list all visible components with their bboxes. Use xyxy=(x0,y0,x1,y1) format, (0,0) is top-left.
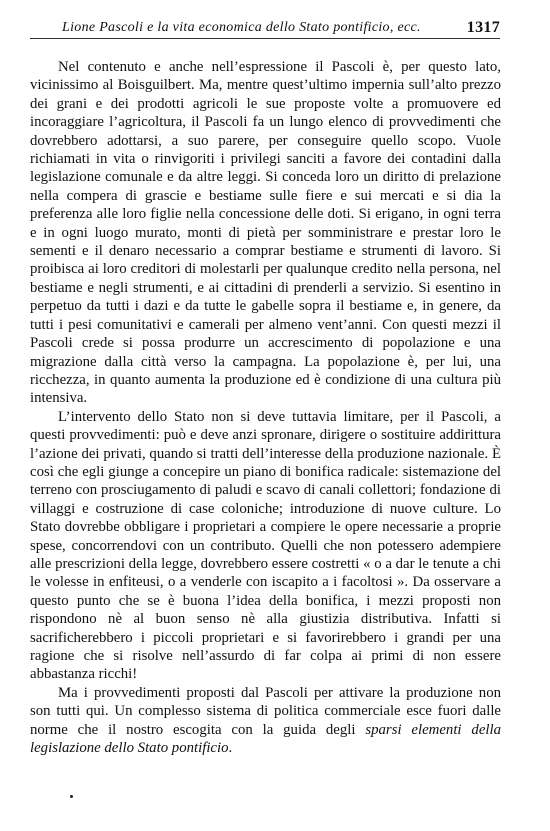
header-rule xyxy=(30,38,500,39)
paragraph-1: Nel contenuto e anche nell’espressione il Pascoli è, per questo lato, vicinissimo al Boisguilbert. Ma, mentre quest’ultimo impernia sull’alto prezzo dei grani e dei prodotti agricoli le sue proposte volte a promuovere ed incoraggiare l’agricoltura, il Pascoli fa un lungo elenco di provvedimenti che dovrebbero adottarsi, a suo parere, per conseguire quello scopo. Vuole richiamati in vita o rinvigoriti i privilegi sanciti a favore dei contadini dalla legislazione comunale e da altre leggi. Si conceda loro un diritto di prelazione nella compera di grascie e bestiame sulle fiere e sui mercati e si dia la preferenza alle loro figlie nella concessione delle doti. Si erigano, in ogni terra e in ogni luogo murato, monti di pietà per somministrare e prestar loro le sementi e il denaro necessario a comprar bestiame e strumenti di lavoro. Si proibisca ai loro creditori di molestarli per qualunque credito nella persona, nel bestiame e negli strumenti, e ai cittadini di prenderli a servizio. Si esentino in perpetuo da tutti i dazi e da tutte le gabelle sopra il bestiame e, in genere, da tutti i pesi comunitativi e camerali per almeno vent’anni. Con questi mezzi il Pascoli crede si possa produrre un accrescimento di popolazione e una migrazione dalla città verso la campagna. La popolazione è, per lui, una ricchezza, in quanto aumenta la produzione ed è condizione di una cultura più intensiva. xyxy=(30,59,501,407)
running-head xyxy=(62,20,500,40)
stray-dot xyxy=(70,795,73,798)
paragraph-3-text: Ma i provvedimenti proposti dal Pascoli per attivare la produzione non son tutti qui. Un complesso sistema di politica commerciale esce fuori dalle norme che il nostro escogita con la guida degli xyxy=(30,684,501,738)
page-number: 1317 xyxy=(466,19,500,36)
paragraph-2: L’intervento dello Stato non si deve tuttavia limitare, per il Pascoli, a questi provvedimenti: può e deve anzi spronare, dirigere o sostituire addirittura l’azione dei privati, quando si tratti dell’interesse della produzione nazionale. È così che egli giunge a concepire un piano di bonifica radicale: sistemazione del terreno con prosciugamento di paludi e scavo di canali collettori; fondazione di villaggi e costruzione di case coloniche; introduzione di nuove culture. Lo Stato dovrebbe obbligare i proprietari a compiere le opere necessarie a proprie spese, concorrendovi con un contributo. Quelli che non potessero adempiere alle prescrizioni della legge, dovrebbero essere costretti « o a dar le tenute a chi le volesse in enfiteusi, o a venderle con iscapito a i facoltosi ». Da osservare a questo punto che se è buona l’idea della bonifica, i mezzi proposti non rispondono nè al buon senso nè alla giustizia distributiva. Infatti si sacrificherebbero i piccoli proprietari e si favorirebbero i grandi per una ragione che si risolve nell’assurdo di far colpa ai primi di non essere abbastanza ricchi! xyxy=(30,408,501,683)
body-text xyxy=(30,58,501,757)
running-title: Lione Pascoli e la vita economica dello Stato pontificio, ecc. xyxy=(62,20,421,35)
paragraph-3-italic: sparsi elementi della legislazione dello Stato pontificio xyxy=(30,721,502,757)
paragraph-3 xyxy=(30,684,501,758)
paragraph-3-end: . xyxy=(228,740,233,757)
